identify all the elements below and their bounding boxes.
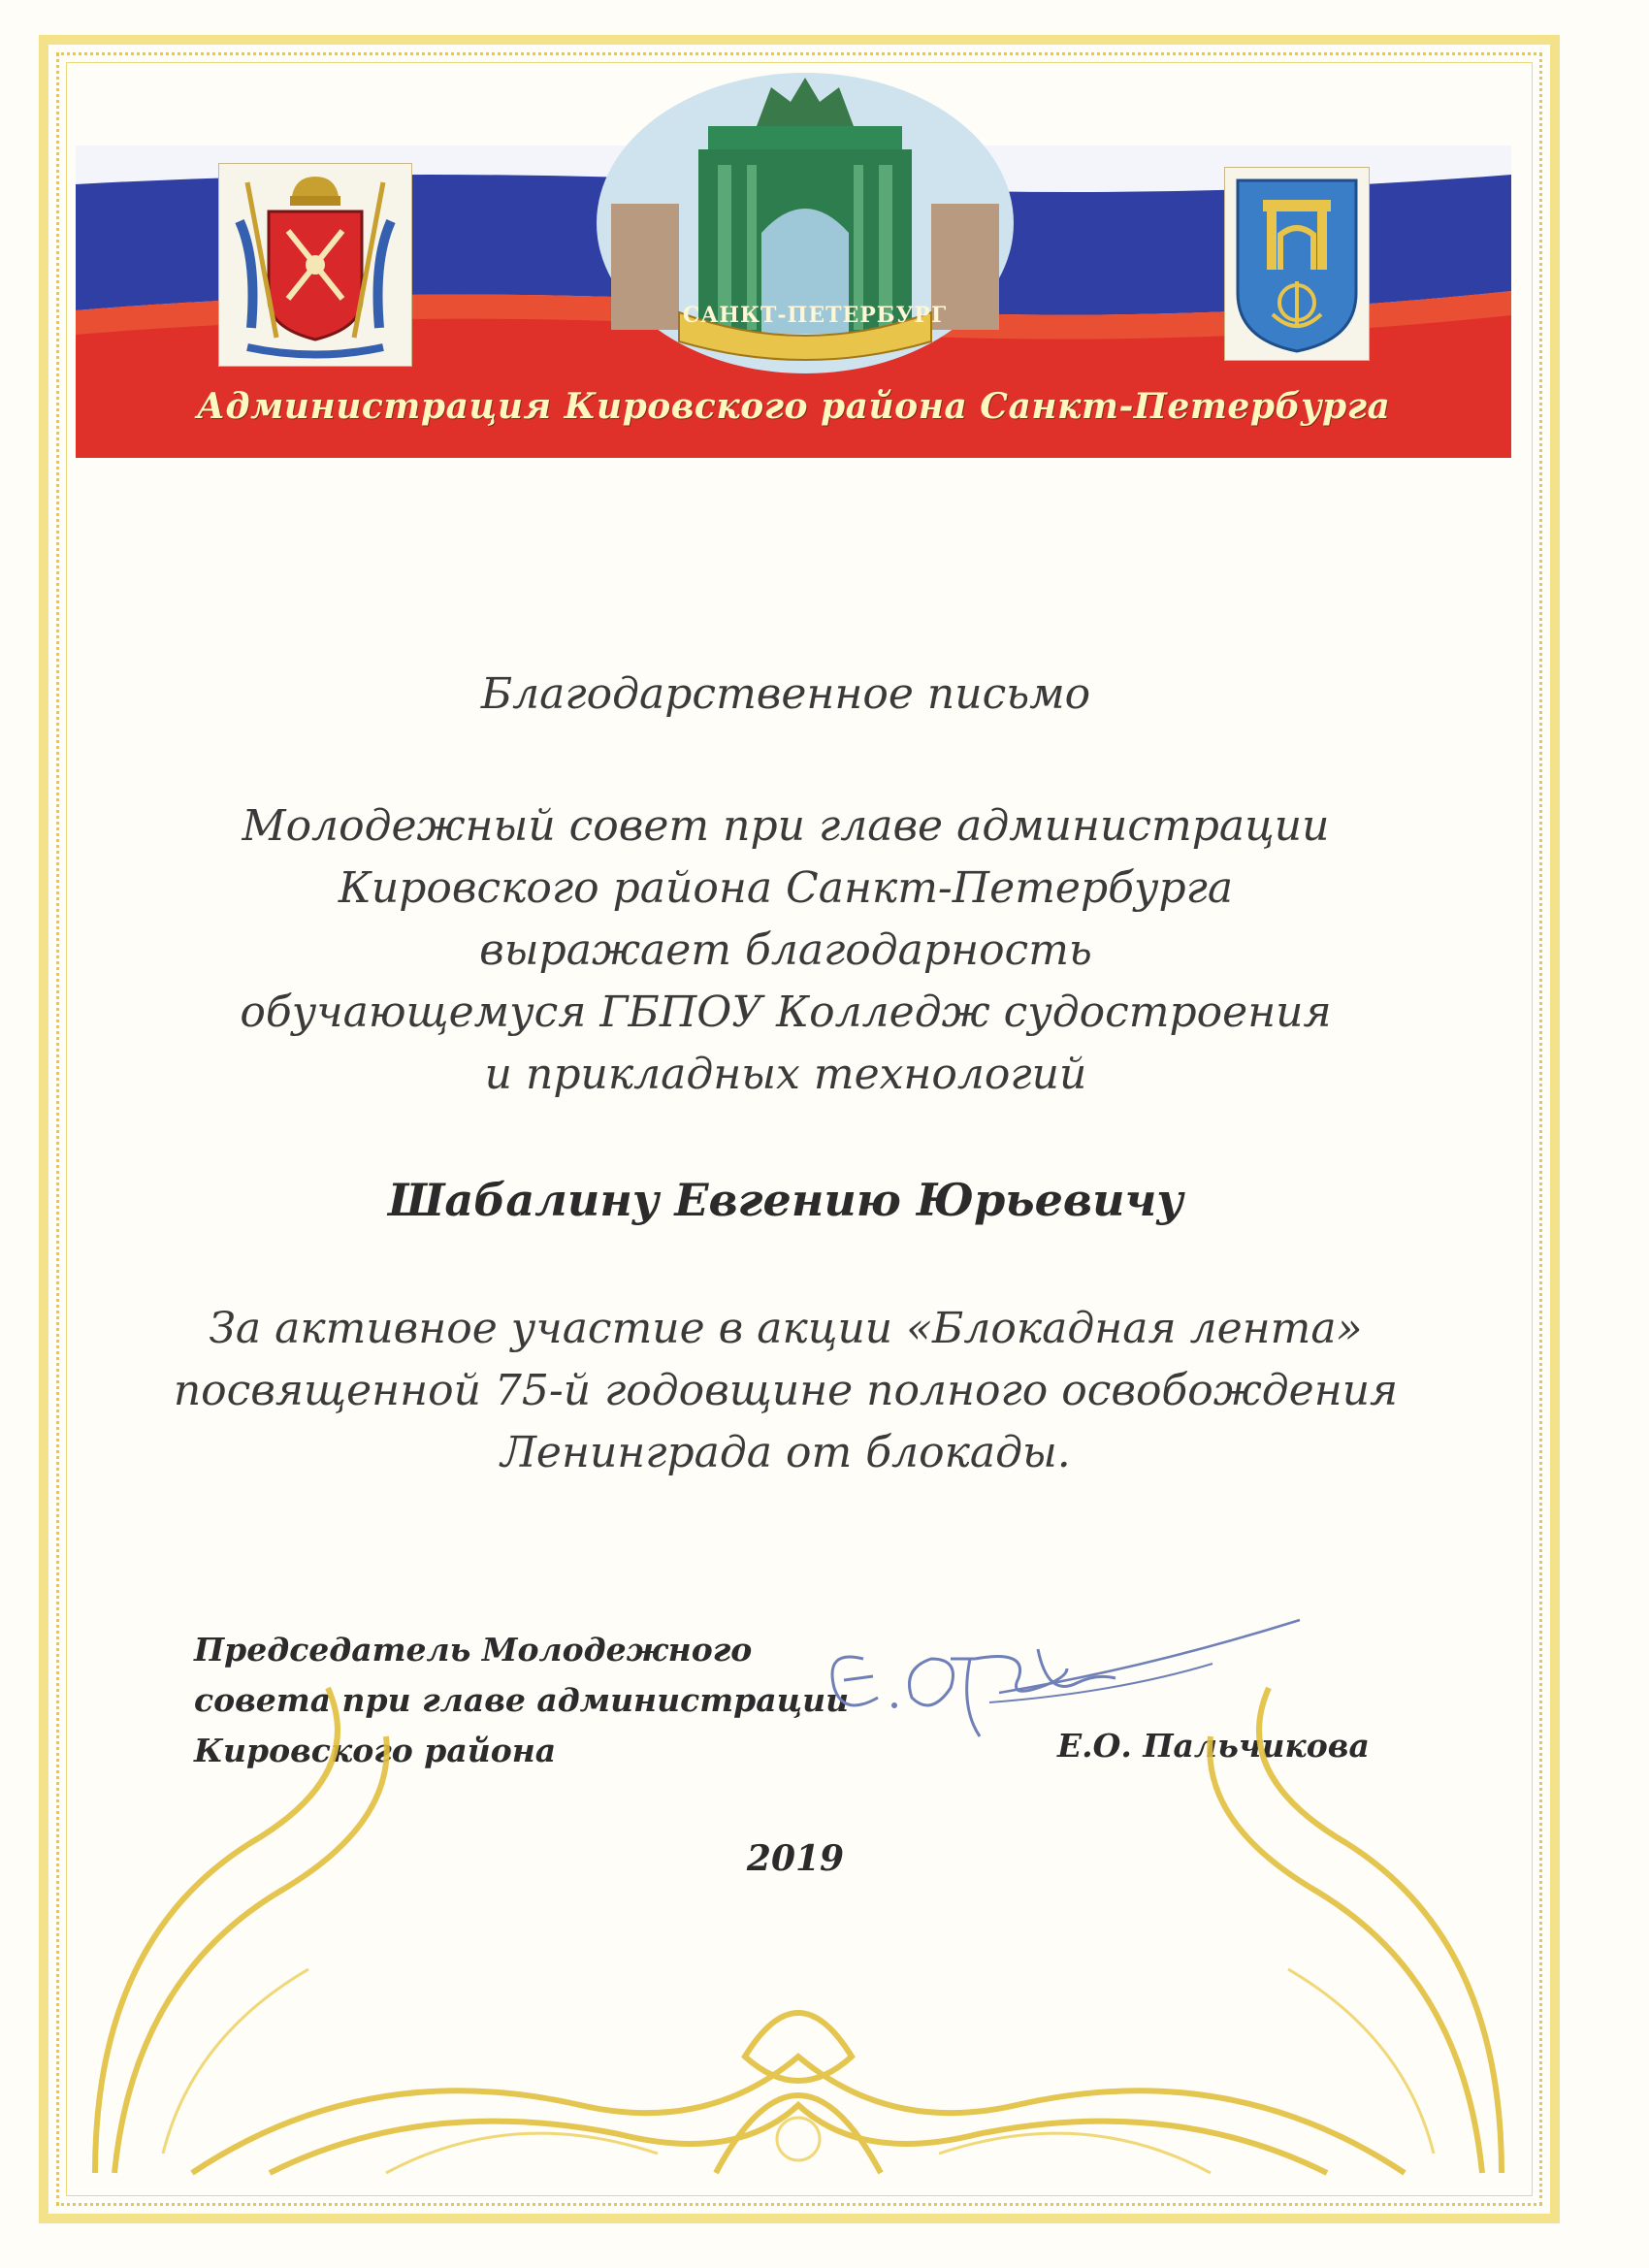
paragraph-council [136, 795, 1436, 1106]
issue-year: 2019 [746, 1838, 845, 1879]
banner-title: Администрация Кировского района Санкт-Петербурга [196, 386, 1391, 427]
paragraph-line: Кировского района Санкт-Петербурга [338, 863, 1234, 913]
paragraph-line: посвященной 75-й годовщине полного освобождения [173, 1366, 1399, 1415]
paragraph-line: выражает благодарность [479, 925, 1092, 975]
signatory-name: Е.О. Пальчикова [1057, 1727, 1370, 1765]
signatory-title [194, 1625, 854, 1776]
paragraph-line: обучающемуся ГБПОУ Колледж судостроения [240, 988, 1332, 1037]
spb-coat-of-arms-icon [218, 163, 412, 367]
paragraph-reason [136, 1298, 1436, 1484]
recipient-name: Шабалину Евгению Юрьевичу [388, 1174, 1183, 1226]
paragraph-line: Молодежный совет при главе администрации [242, 801, 1330, 851]
signatory-title-line: Кировского района [194, 1732, 557, 1769]
signatory-title-line: совета при главе администрации [194, 1681, 850, 1719]
paragraph-line: и прикладных технологий [484, 1050, 1087, 1099]
signatory-title-line: Председатель Молодежного [194, 1631, 753, 1669]
narva-arch-icon [592, 68, 1018, 378]
paragraph-line: За активное участие в акции «Блокадная лента» [209, 1304, 1363, 1353]
paragraph-line: Ленинграда от блокады. [501, 1428, 1071, 1477]
kirov-district-emblem-icon [1224, 167, 1370, 361]
document-title: Благодарственное письмо [480, 669, 1091, 719]
city-ribbon-label: САНКТ-ПЕТЕРБУРГ [682, 303, 948, 328]
